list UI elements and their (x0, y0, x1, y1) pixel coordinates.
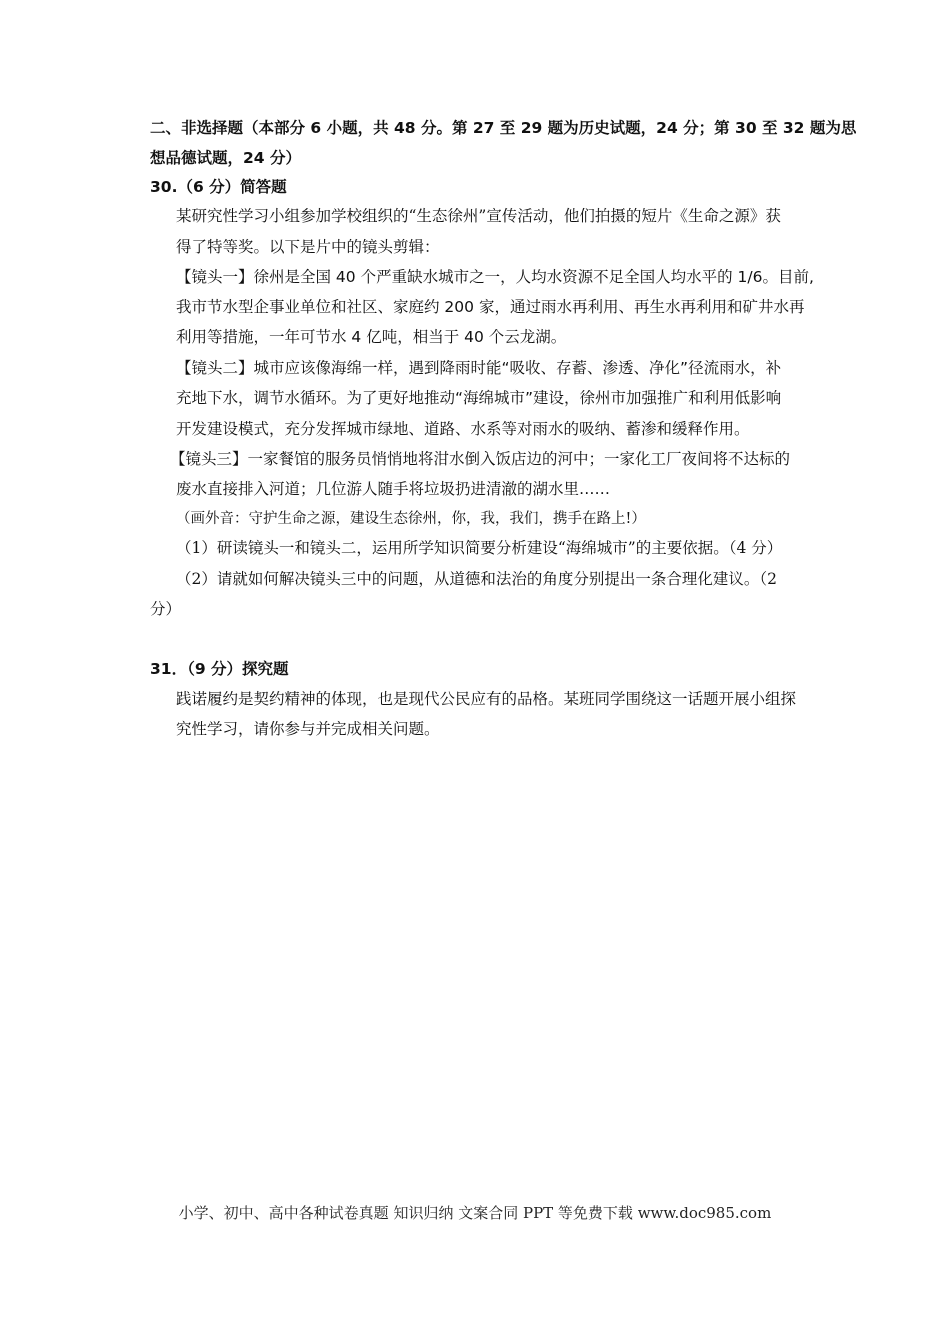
q30-shot1-line1: 【镜头一】徐州是全国 40 个严重缺水城市之一，人均水资源不足全国人均水平的 1/6。目前, (176, 268, 814, 286)
q30-shot1-line2: 我市节水型企事业单位和社区、家庭约 200 家，通过雨水再利用、再生水再利用和矿井水再 (176, 298, 805, 316)
q30-shot2-line1: 【镜头二】城市应该像海绵一样，遇到降雨时能“吸收、存蓄、渗透、净化”径流雨水，补 (176, 359, 782, 377)
q30-voiceover: （画外音：守护生命之源，建设生态徐州，你，我，我们，携手在路上!） (176, 511, 646, 527)
q30-shot3-line1: 【镜头三】一家餐馆的服务员悄悄地将泔水倒入饭店边的河中；一家化工厂夜间将不达标的 (170, 450, 791, 468)
q30-shot1-line3: 利用等措施，一年可节水 4 亿吨，相当于 40 个云龙湖。 (176, 328, 567, 346)
section-heading-line2: 想品德试题，24 分） (150, 149, 301, 167)
q30-subquestion-1: （1）研读镜头一和镜头二，运用所学知识简要分析建设“海绵城市”的主要依据。（4 分） (176, 539, 783, 557)
q30-subquestion-2-line2: 分） (150, 600, 182, 618)
q30-subquestion-2-line1: （2）请就如何解决镜头三中的问题，从道德和法治的角度分别提出一条合理化建议。（2 (176, 570, 777, 588)
q31-title: 31．（9 分）探究题 (150, 660, 289, 678)
q31-intro-line1: 践诺履约是契约精神的体现，也是现代公民应有的品格。某班同学围绕这一话题开展小组探 (176, 690, 797, 708)
q30-shot3-line2: 废水直接排入河道；几位游人随手将垃圾扔进清澈的湖水里…… (176, 480, 611, 498)
q30-title: 30.（6 分）简答题 (150, 178, 287, 196)
section-heading-line1: 二、非选择题（本部分 6 小题，共 48 分。第 27 至 29 题为历史试题，24 分；第 30 至 32 题为思 (150, 119, 857, 137)
q30-intro-line1: 某研究性学习小组参加学校组织的“生态徐州”宣传活动，他们拍摄的短片《生命之源》获 (176, 207, 781, 225)
q30-intro-line2: 得了特等奖。以下是片中的镜头剪辑： (176, 238, 440, 256)
q31-intro-line2: 究性学习，请你参与并完成相关问题。 (176, 720, 440, 738)
q30-shot2-line2: 充地下水，调节水循环。为了更好地推动“海绵城市”建设，徐州市加强推广和利用低影响 (176, 389, 782, 407)
q30-shot2-line3: 开发建设模式，充分发挥城市绿地、道路、水系等对雨水的吸纳、蓄渗和缓释作用。 (176, 420, 750, 438)
page-footer: 小学、初中、高中各种试卷真题 知识归纳 文案合同 PPT 等免费下载 www.doc985.com (178, 1204, 772, 1222)
